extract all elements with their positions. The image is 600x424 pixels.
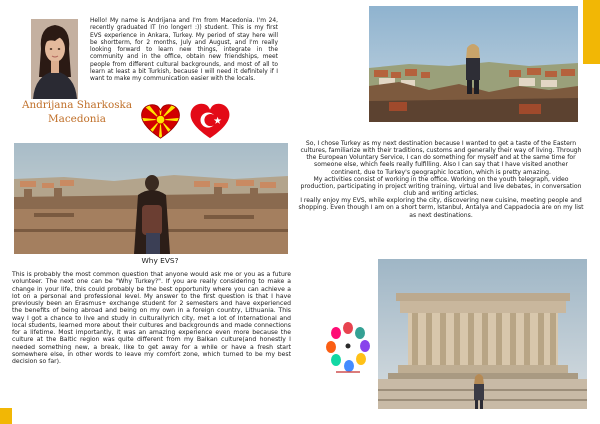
right-column-text [298,140,584,219]
photo-fortress-view [14,143,288,254]
photo-mausoleum [378,259,587,409]
author-portrait [31,19,78,99]
why-evs-paragraph: This is probably the most common question that anyone would ask me or you as a future volunteer. The next one can be "Why Turkey?". If you are really considering to make a change in your life, this could probably be the best opportunity where you can achieve a lot on a personal and professional level. My answer to the first question is that I have previously been an Erasmus+ exchange student for 2 semesters and have experienced the benefits of being abroad and being on my own in a foreign country, Lithuania. This way I got a chance to live and study in culturallyrich city, met a lot of International and local students, learned more about their cultures and backgrounds and made connections for a lifetime. Most importantly, it was an amazing experience even more because the culture at the Baltic region was quite different from my Balkan culture(and honestly I needed something new, a break, like to get away for a while or have a fresh start somewhere else, in other words to leave my comfort zone, which turned to be my best decision so far). [12,271,291,365]
photo-city-overlook [369,6,578,122]
accent-bar-top [583,0,600,64]
section-heading-why-evs: Why EVS? [141,256,179,265]
author-name: Andrijana Sharkoska [21,99,133,111]
macedonia-flag-heart-icon [140,103,181,140]
accent-bar-bottom [0,408,12,424]
paragraph-why-turkey: So, I chose Turkey as my next destination because I wanted to get a taste of the Eastern cultures, familiarize with their traditions, customs and generally their way of living. Through the European Voluntary Service, I can do something for myself and at the same time for someone else, which feels really fulfilling. Also I can say that I have visited another continent, due to Turkey's geographic location, which is pretty amazing. [300,140,582,176]
author-caption [17,98,137,126]
paragraph-enjoyment: I really enjoy my EVS, while exploring the city, discovering new cuisine, meeting people and shopping. Even though I am on a short term, Istanbul, Antalya and Cappadocia are on my list as next destinations. [298,197,584,219]
author-country: Macedonia [48,113,106,125]
turkey-flag-heart-icon [188,102,232,140]
hands-logo-icon [326,321,370,378]
intro-paragraph: Hello! My name is Andrijana and I'm from Macedonia. I'm 24, recently graduated IT (no longer! :)) student. This is my first EVS experience in Ankara, Turkey. My period of stay here will be shortterm, for 2 months, July and August, and I'm really looking forward to learn new things, integrate in the community and in the office, obtain new friendships, meet people from different cultural backgrounds, and most of all to learn at least a bit Turkish, because I will need it definitely if I want to make my communication easier with the locals. [90,18,278,83]
paragraph-activities: My activities consist of working in the office. Working on the youth telegraph, video production, participating in project writing training, virtual and live debates, in conversation club and writing articles. [300,175,582,198]
